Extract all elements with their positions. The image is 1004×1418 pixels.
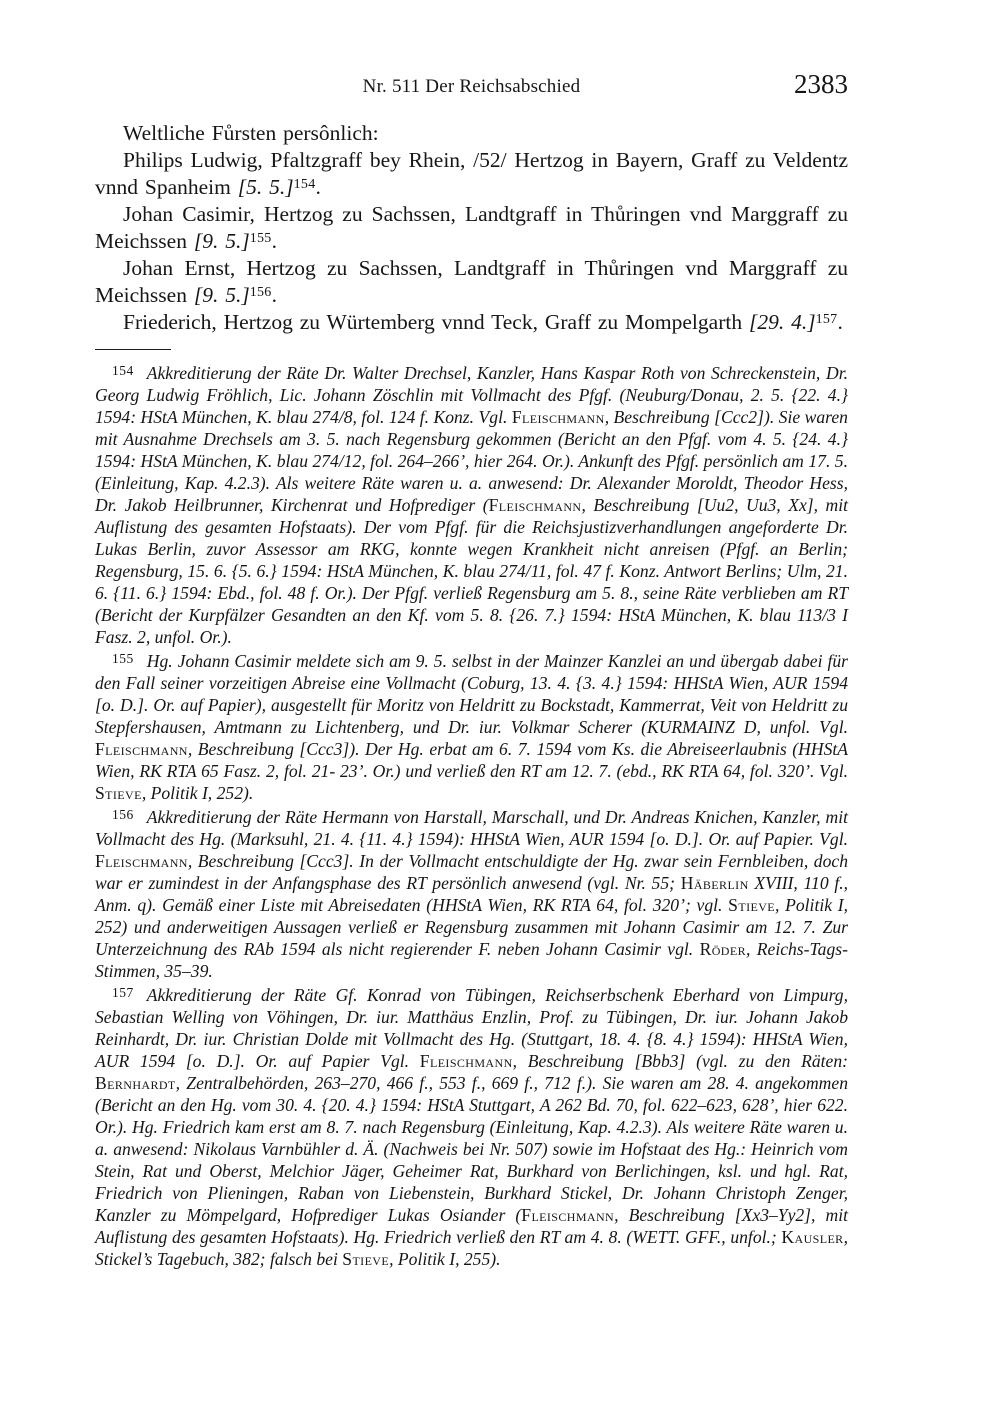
text-segment: , Stickel’s Tagebuch, 382; falsch bei: [95, 1227, 848, 1269]
text-segment: Weltliche Fůrsten persônlich:: [123, 121, 379, 145]
text-segment: Fleischmann: [95, 739, 188, 759]
footnote-ref: 155: [249, 231, 272, 246]
text-segment: , Beschreibung [Ccc2]). Sie waren mit Ausnahme Drechsels am 3. 5. nach Regensburg gekommen (Bericht an den Pfgf. vom 4. 5. {24. 4.} 1594: HStA München, K. blau 274/12, fol. 264–266’, hier 264. Or.). Ankunft des Pfgf. persönlich am 17. 5. (Einleitung, Kap. 4.2.3). Als weitere Räte waren u. a. anwesend: Dr. Alexander Moroldt, Theodor Hess, Dr. Jakob Heilbrunner, Kirchenrat und Hofprediger (: [95, 407, 848, 515]
page-header: [95, 69, 848, 106]
paragraph: [95, 147, 848, 201]
text-segment: Stieve: [95, 783, 142, 803]
text-segment: Fleischmann: [511, 407, 605, 427]
text-segment: Häberlin: [680, 873, 749, 893]
text-segment: Fleischmann: [95, 851, 188, 871]
text-segment: , Beschreibung [Uu2, Uu3, Xx], mit Auflistung des gesamten Hofstaats). Der vom Pfgf. für die Reichsjustizverhandlungen angeforderte Dr. Lukas Berlin, zuvor Assessor am RKG, konnte wegen Krankheit nicht anreisen (Pfgf. an Berlin; Regensburg, 15. 6. {5. 6.} 1594: HStA München, K. blau 274/11, fol. 47 f. Konz. Antwort Berlins; Ulm, 21. 6. {11. 6.} 1594: Ebd., fol. 48 f. Or.). Der Pfgf. verließ Regensburg am 5. 8., seine Räte verblieben am RT (Bericht der Kurpfälzer Gesandten an den Kf. vom 5. 8. {26. 7.} 1594: HStA München, K. blau 113/3 I Fasz. 2, unfol. Or.).: [95, 495, 848, 647]
text-segment: Hg. Johann Casimir meldete sich am 9. 5. selbst in der Mainzer Kanzlei an und übergab dabei für den Fall seiner vorzeitigen Abreise eine Vollmacht (Coburg, 13. 4. {3. 4.} 1594: HHStA Wien, AUR 1594 [o. D.]. Or. auf Papier), ausgestellt für Moritz von Heldritt zu Bockstadt, Kammerrat, Veit von Heldritt zu Stepfershausen, Amtmann zu Lichtenberg, und Dr. iur. Volkmar Scherer (KURMAINZ D, unfol. Vgl.: [95, 651, 848, 737]
text-segment: [9. 5.]: [193, 283, 250, 307]
footnote-ref: 156: [249, 285, 272, 300]
text-segment: Philips Ludwig, Pfaltzgraff bey Rhein, /52/ Hertzog in Bayern, Graff zu Veldentz vnnd Spanheim: [95, 148, 848, 199]
paragraph: [95, 255, 848, 309]
text-segment: , Beschreibung [Bbb3] (vgl. zu den Räten:: [512, 1051, 848, 1071]
text-segment: Stieve: [342, 1249, 390, 1269]
text-segment: Johan Casimir, Hertzog zu Sachssen, Landtgraff in Thůringen vnd Marggraff zu Meichssen: [95, 202, 848, 253]
footnotes-section: [95, 360, 848, 1270]
text-segment: , Reichs-Tags-Stimmen, 35–39.: [95, 939, 848, 981]
text-segment: Akkreditierung der Räte Hermann von Harstall, Marschall, und Dr. Andreas Knichen, Kanzler, mit Vollmacht des Hg. (Marksuhl, 21. 4. {11. 4.} 1594): HHStA Wien, AUR 1594 [o. D.]. Or. auf Papier. Vgl.: [95, 807, 848, 849]
footnote: [95, 648, 848, 804]
text-segment: Kausler: [781, 1227, 844, 1247]
footnote-ref: 157: [815, 312, 838, 327]
text-segment: [5. 5.]: [237, 175, 294, 199]
text-segment: Bernhardt: [95, 1073, 176, 1093]
paragraph: [95, 201, 848, 255]
footnote-number: 157: [112, 985, 134, 1000]
text-segment: Akkreditierung der Räte Dr. Walter Drechsel, Kanzler, Hans Kaspar Roth von Schreckenstein, Dr. Georg Ludwig Fröhlich, Lic. Johann Zöschlin mit Vollmacht des Pfgf. (Neuburg/Donau, 2. 5. {22. 4.} 1594: HStA München, K. blau 274/8, fol. 124 f. Konz. Vgl.: [95, 363, 848, 427]
text-segment: Stieve: [728, 895, 775, 915]
text-segment: XVIII, 110 f., Anm. q). Gemäß einer Liste mit Abreisedaten (HHStA Wien, RK RTA 64, fol. 320’; vgl.: [95, 873, 849, 915]
text-segment: , Politik I, 252).: [141, 783, 254, 803]
text-segment: .: [315, 175, 321, 199]
text-segment: Akkreditierung der Räte Gf. Konrad von Tübingen, Reichserbschenk Eberhard von Limpurg, Sebastian Welling von Vöhingen, Dr. iur. Matthäus Enzlin, Prof. zu Tübingen, Dr. iur. Johann Jakob Reinhardt, Dr. iur. Christian Dolde mit Vollmacht des Hg. (Stuttgart, 18. 4. {8. 4.} 1594): HHStA Wien, AUR 1594 [o. D.]. Or. auf Papier Vgl.: [95, 985, 848, 1071]
body-paragraphs: [95, 120, 848, 336]
footnote: [95, 982, 848, 1270]
footnote: [95, 360, 848, 648]
text-segment: , Beschreibung [Xx3–Yy2], mit Auflistung des gesamten Hofstaats). Hg. Friedrich verließ den RT am 4. 8. (WETT. GFF., unfol.;: [95, 1205, 848, 1247]
text-segment: , Beschreibung [Ccc3]. In der Vollmacht entschuldigte der Hg. zwar sein Fernbleiben, doch war er zumindest in der Anfangsphase des RT persönlich anwesend (vgl. Nr. 55;: [95, 851, 848, 893]
footnote: [95, 804, 848, 982]
text-segment: .: [271, 283, 277, 307]
text-segment: Friederich, Hertzog zu Würtemberg vnnd Teck, Graff zu Mompelgarth: [123, 310, 749, 334]
text-segment: .: [271, 229, 277, 253]
text-segment: Fleischmann: [419, 1051, 513, 1071]
text-segment: , Beschreibung [Ccc3]). Der Hg. erbat am 6. 7. 1594 vom Ks. die Abreiseerlaubnis (HHStA Wien, RK RTA 65 Fasz. 2, fol. 21- 23’. Or.) und verließ den RT am 12. 7. (ebd., RK RTA 64, fol. 320’. Vgl.: [95, 739, 848, 781]
page-number: 2383: [794, 69, 848, 99]
text-segment: [29. 4.]: [748, 310, 816, 334]
text-segment: Röder: [699, 939, 746, 959]
text-segment: Johan Ernst, Hertzog zu Sachssen, Landtgraff in Thůringen vnd Marggraff zu Meichssen: [95, 256, 848, 307]
footnote-number: 154: [112, 363, 134, 378]
paragraph: [95, 120, 848, 147]
footnote-separator: [95, 349, 171, 350]
text-segment: .: [837, 310, 843, 334]
paragraph: [95, 309, 848, 336]
text-segment: [9. 5.]: [193, 229, 250, 253]
running-head-title: Nr. 511 Der Reichsabschied: [362, 76, 581, 97]
text-segment: , Politik I, 252) und anderweitigen Aussagen verließ er Regensburg zusammen mit Johann Casimir am 12. 7. Zur Unterzeichnung des RAb 1594 als nicht regierender F. neben Johann Casimir vgl.: [95, 895, 849, 959]
footnote-ref: 154: [293, 177, 316, 192]
text-segment: Fleischmann: [521, 1205, 615, 1225]
footnote-number: 155: [112, 651, 134, 666]
text-segment: , Politik I, 255).: [389, 1249, 501, 1269]
text-block: [95, 69, 849, 1270]
text-segment: , Zentralbehörden, 263–270, 466 f., 553 f., 669 f., 712 f.). Sie waren am 28. 4. angekommen (Bericht an den Hg. vom 30. 4. {20. 4.} 1594: HStA Stuttgart, A 262 Bd. 70, fol. 622–623, 628’, hier 622. Or.). Hg. Friedrich kam erst am 8. 7. nach Regensburg (Einleitung, Kap. 4.2.3). Als weitere Räte waren u. a. anwesend: Nikolaus Varnbühler d. Ä. (Nachweis bei Nr. 507) sowie im Hofstaat des Hg.: Heinrich vom Stein, Rat und Oberst, Melchior Jäger, Geheimer Rat, Burkhard von Berlichingen, ksl. und hgl. Rat, Friedrich von Plieningen, Raban von Liebenstein, Burkhard Stickel, Dr. Johann Christoph Zenger, Kanzler zu Mömpelgard, Hofprediger Lukas Osiander (: [95, 1073, 848, 1225]
footnote-number: 156: [112, 807, 134, 822]
text-segment: Fleischmann: [488, 495, 582, 515]
